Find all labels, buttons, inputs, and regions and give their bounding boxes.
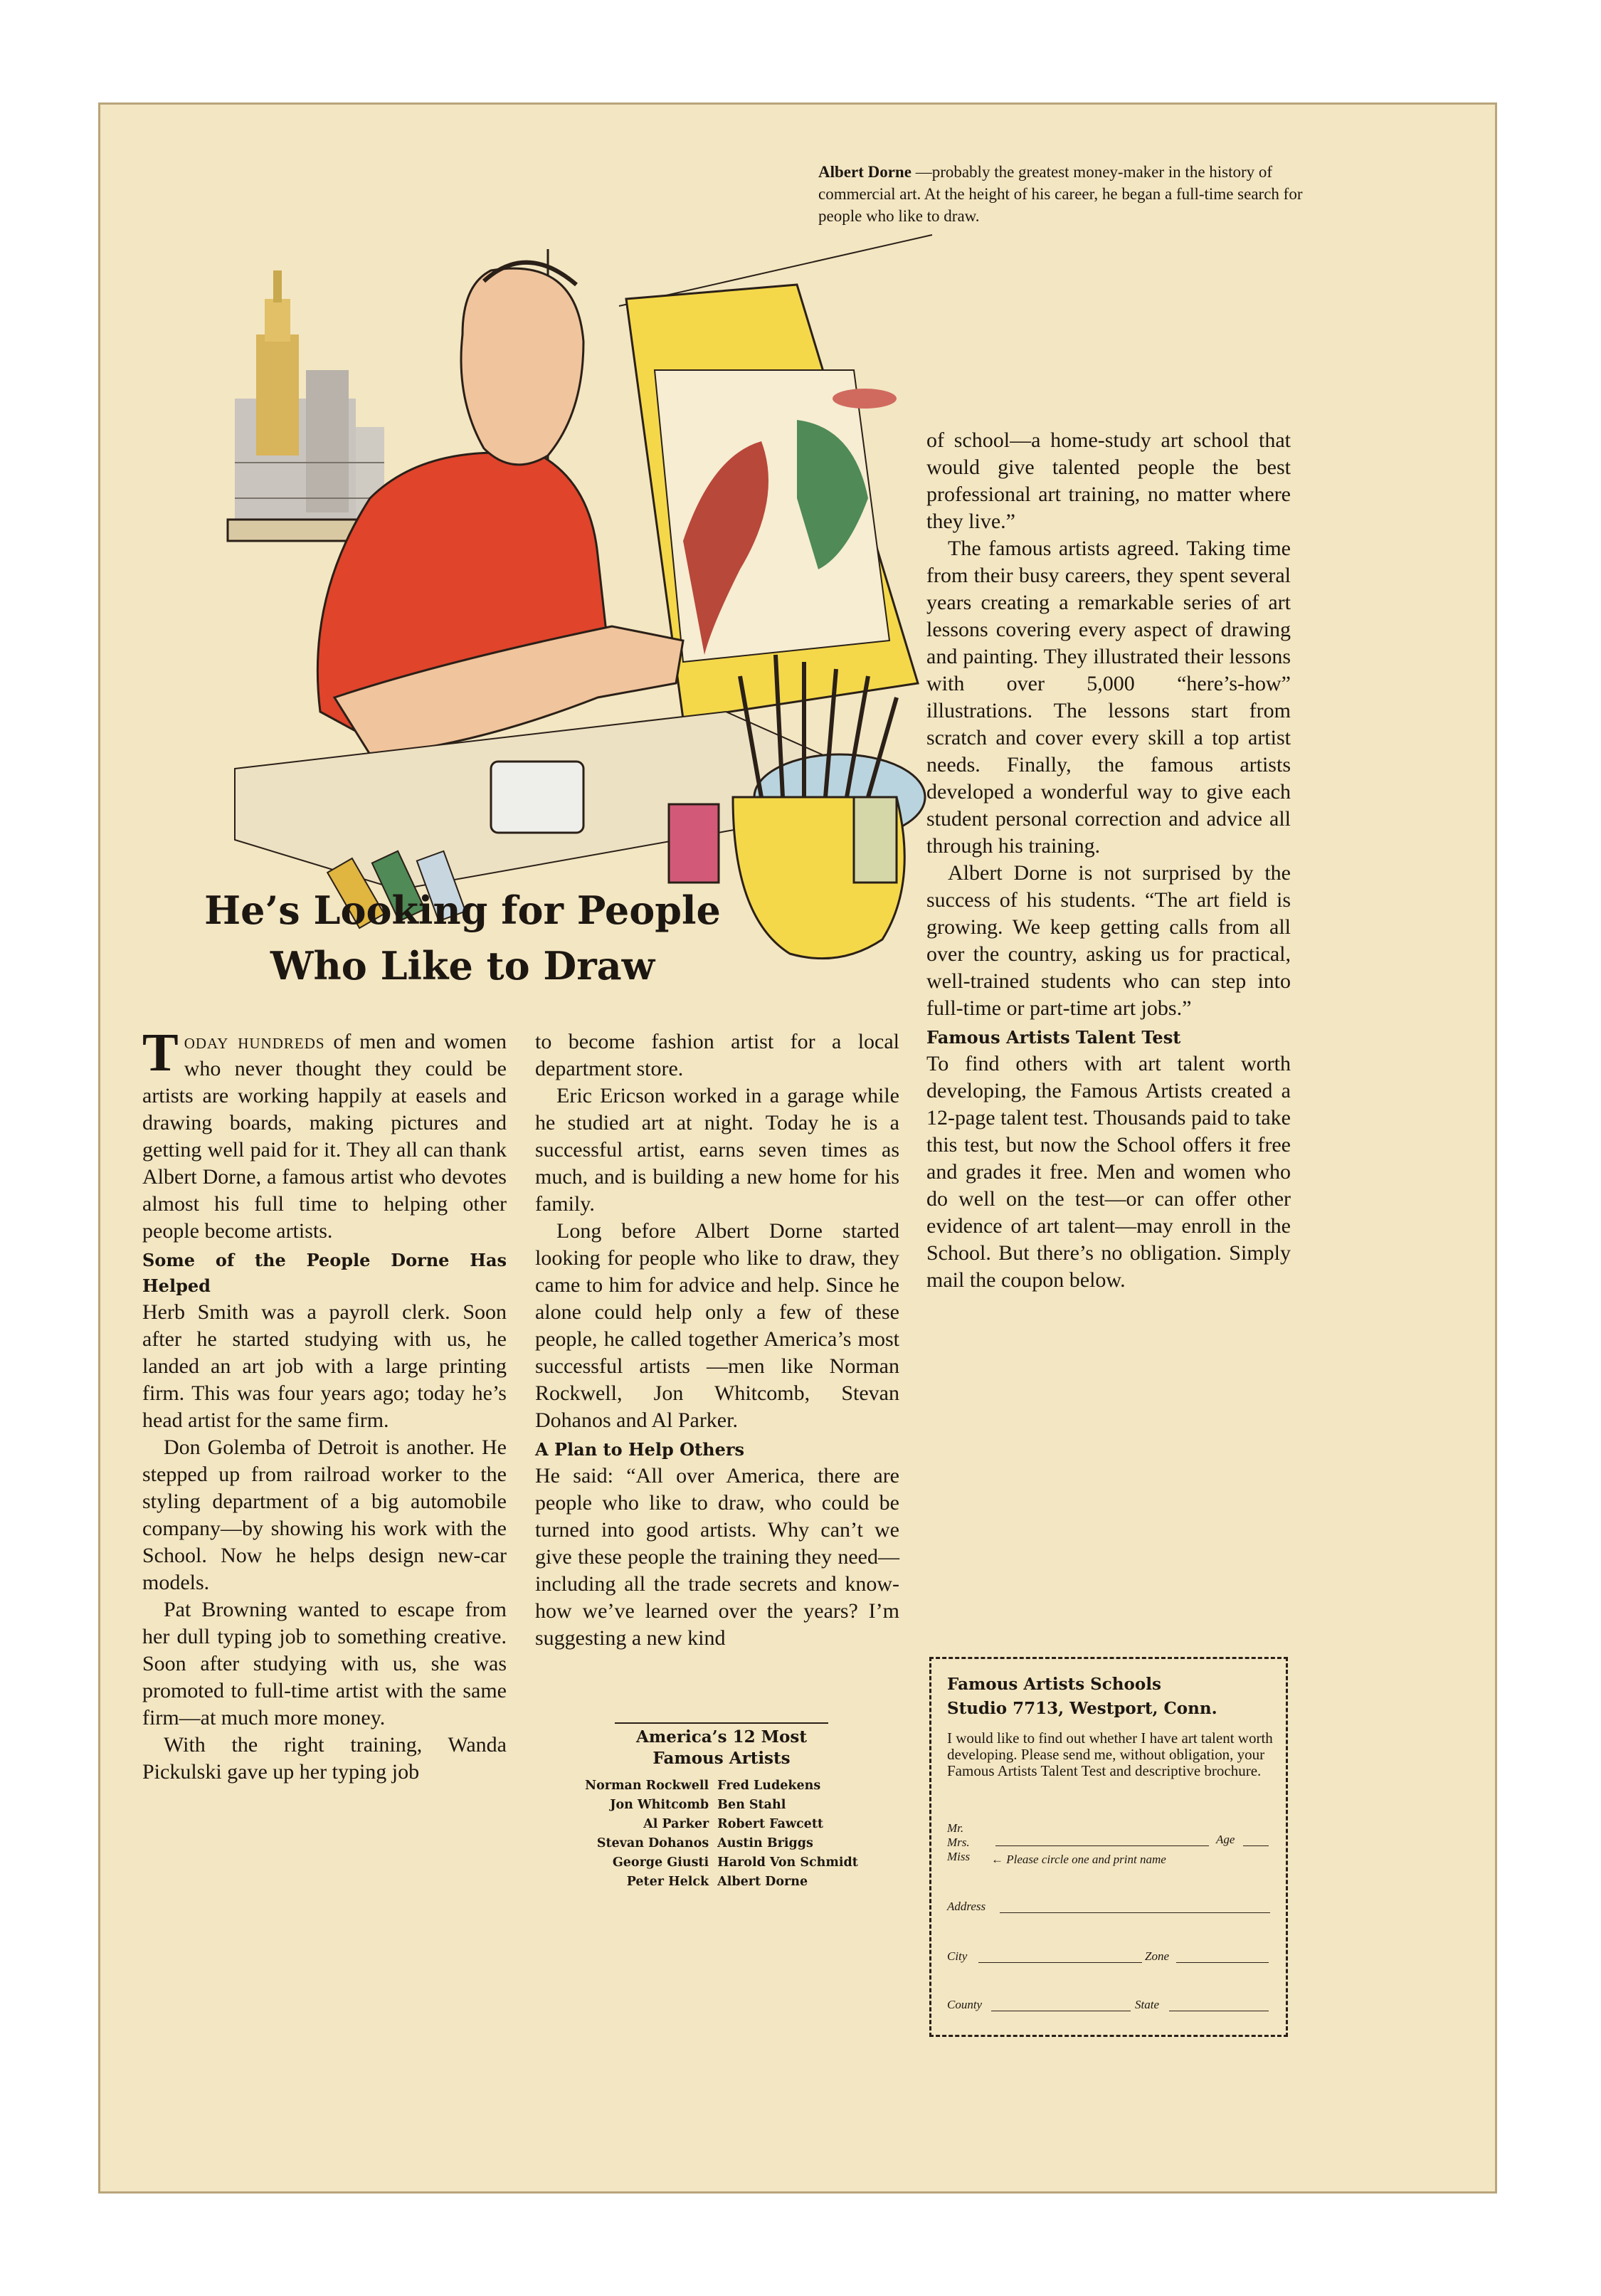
name-field[interactable] <box>995 1845 1209 1846</box>
title-options[interactable] <box>947 1821 970 1864</box>
paragraph-wanda-pickulski: With the right training, Wanda Pickulski gave up her typing job <box>142 1733 507 1784</box>
paragraph-fashion-artist: to become fashion artist for a local department store. <box>535 1030 899 1080</box>
title-mr[interactable]: Mr. <box>947 1821 964 1835</box>
artist-name: Peter Helck <box>626 1875 709 1889</box>
section-heading-plan: A Plan to Help Others <box>535 1439 745 1460</box>
text-column-1 <box>142 1023 507 1786</box>
coupon-school-name: Famous Artists Schools <box>947 1675 1161 1694</box>
artists-table <box>581 1776 862 1892</box>
artists-heading-line-1: America’s 12 Most <box>636 1727 807 1747</box>
city-field[interactable] <box>978 1962 1142 1963</box>
caption-text: —probably the greatest money-maker in the history of commercial art. At the height of his career, he began a full-time search for people who like to draw. <box>818 163 1303 225</box>
table-row <box>581 1776 862 1796</box>
famous-artists-list <box>539 1722 904 1892</box>
paragraph-eric-ericson: Eric Ericson worked in a garage while he studied art at night. Today he is a successful artist, earns seven times as much, and is building a new home for his family. <box>535 1084 899 1216</box>
table-row <box>581 1834 862 1853</box>
coupon-body: I would like to find out whether I have art talent worth developing. Please send me, without obligation, your Famous Artists Talent Test and descriptive brochure. <box>947 1729 1273 1779</box>
zone-field[interactable] <box>1176 1962 1269 1963</box>
paragraph-of-school: of school—a home-study art school that would give talented people the best professional art training, no matter where they live.” <box>926 428 1291 533</box>
table-row <box>581 1815 862 1834</box>
paragraph-pat-browning: Pat Browning wanted to escape from her dull typing job to something creative. Soon after studying with us, she was promoted to full-time artist with the same firm—at much more money. <box>142 1598 507 1729</box>
artist-name: Ben Stahl <box>717 1798 786 1812</box>
table-row <box>581 1796 862 1815</box>
paragraph-he-said: He said: “All over America, there are people who like to draw, who could be turned into good artists. Why can’t we give these people the training they need—including all the trade secrets and know-how we’ve learned over the years? I’m suggesting a new kind <box>535 1464 899 1650</box>
man-head <box>461 268 583 465</box>
paragraph-not-surprised: Albert Dorne is not surprised by the success of his students. “The art field is growing. We keep getting calls from all over the country, asking us for practical, well-trained students who can step into full-time or part-time art jobs.” <box>926 861 1291 1020</box>
headline-line-2: Who Like to Draw <box>270 943 655 989</box>
paragraph-artists-agreed: The famous artists agreed. Taking time from their busy careers, they spent several years creating a remarkable series of art lessons covering every aspect of drawing and painting. They illustrated their lessons with over 5,000 “here’s-how” illustrations. The lessons start from scratch and cover every skill a top artist needs. Finally, the famous artists developed a wonderful way to give each student personal correction and advice all through his training. <box>926 537 1291 858</box>
artist-name: Harold Von Schmidt <box>717 1855 858 1870</box>
intro-paragraph <box>142 1023 507 1245</box>
ad-headline <box>192 883 733 994</box>
portrait-caption <box>818 161 1331 227</box>
artist-name: Robert Fawcett <box>717 1817 823 1831</box>
text-column-3 <box>926 427 1291 1294</box>
artist-name: Norman Rockwell <box>585 1779 709 1793</box>
artist-name: Stevan Dohanos <box>596 1836 709 1850</box>
zone-label: Zone <box>1145 1949 1169 1963</box>
title-miss[interactable]: Miss <box>947 1850 971 1863</box>
text-column-2 <box>535 1028 899 1652</box>
caption-name: Albert Dorne <box>818 163 912 181</box>
intro-text: of men and women who never thought they could be artists are working happily at easels and drawing boards, making pictures and getting well paid for it. They all can thank Albert Dorne, a famous artist who devotes almost his full time to helping other people become artists. <box>142 1030 507 1243</box>
artists-heading-line-2: Famous Artists <box>652 1749 791 1768</box>
ink-bottle <box>669 804 719 883</box>
artist-name: George Giusti <box>612 1855 709 1870</box>
table-row <box>581 1873 862 1892</box>
age-label: Age <box>1216 1833 1235 1846</box>
artist-name: Al Parker <box>643 1817 709 1831</box>
state-label: State <box>1135 1998 1159 2011</box>
circle-note: ← Please circle one and print name <box>991 1853 1166 1866</box>
address-field[interactable] <box>1000 1912 1270 1913</box>
artist-name: Jon Whitcomb <box>610 1798 709 1812</box>
mail-in-coupon[interactable] <box>929 1657 1288 2037</box>
age-field[interactable] <box>1243 1845 1269 1846</box>
drop-cap: T <box>142 1023 179 1083</box>
table-row <box>581 1853 862 1873</box>
artist-name: Albert Dorne <box>717 1875 808 1889</box>
section-heading-helped: Some of the People Dorne Has Helped <box>142 1250 507 1296</box>
artist-name: Fred Ludekens <box>717 1779 821 1793</box>
artists-heading <box>615 1722 828 1769</box>
paint-jar-stack <box>491 762 583 833</box>
circle-note-text: Please circle one and print name <box>1006 1853 1166 1866</box>
section-heading-talent-test: Famous Artists Talent Test <box>926 1027 1181 1048</box>
title-mrs[interactable]: Mrs. <box>947 1836 970 1849</box>
paragraph-long-before: Long before Albert Dorne started looking for people who like to draw, they came to him for advice and help. Since he alone could help only a few of these people, he called together America’s most successful artists —men like Norman Rockwell, Jon Whitcomb, Stevan Dohanos and Al Parker. <box>535 1219 899 1432</box>
city-skyline <box>235 270 384 527</box>
paragraph-herb-smith: Herb Smith was a payroll clerk. Soon after he started studying with us, he landed an art job with a large printing firm. This was four years ago; today he’s head artist for the same firm. <box>142 1300 507 1432</box>
city-label: City <box>947 1949 968 1963</box>
paragraph-talent-test: To find others with art talent worth developing, the Famous Artists created a 12-page talent test. Thousands paid to take this test, but now the School offers it free and grades it free. Men and women who do well on the test—or can offer other evidence of art talent—may enroll in the School. But there’s no obligation. Simply mail the coupon below. <box>926 1052 1291 1292</box>
county-label: County <box>947 1998 983 2011</box>
coupon-studio-address: Studio 7713, Westport, Conn. <box>947 1699 1217 1718</box>
paragraph-don-golemba: Don Golemba of Detroit is another. He stepped up from railroad worker to the styling department of a big automobile company—by showing his work with the School. Now he helps design new-car models. <box>142 1436 507 1594</box>
address-label: Address <box>947 1900 986 1913</box>
artist-name: Austin Briggs <box>717 1836 813 1850</box>
intro-smallcaps: oday hundreds <box>184 1030 325 1053</box>
headline-line-1: He’s Looking for People <box>204 888 721 933</box>
